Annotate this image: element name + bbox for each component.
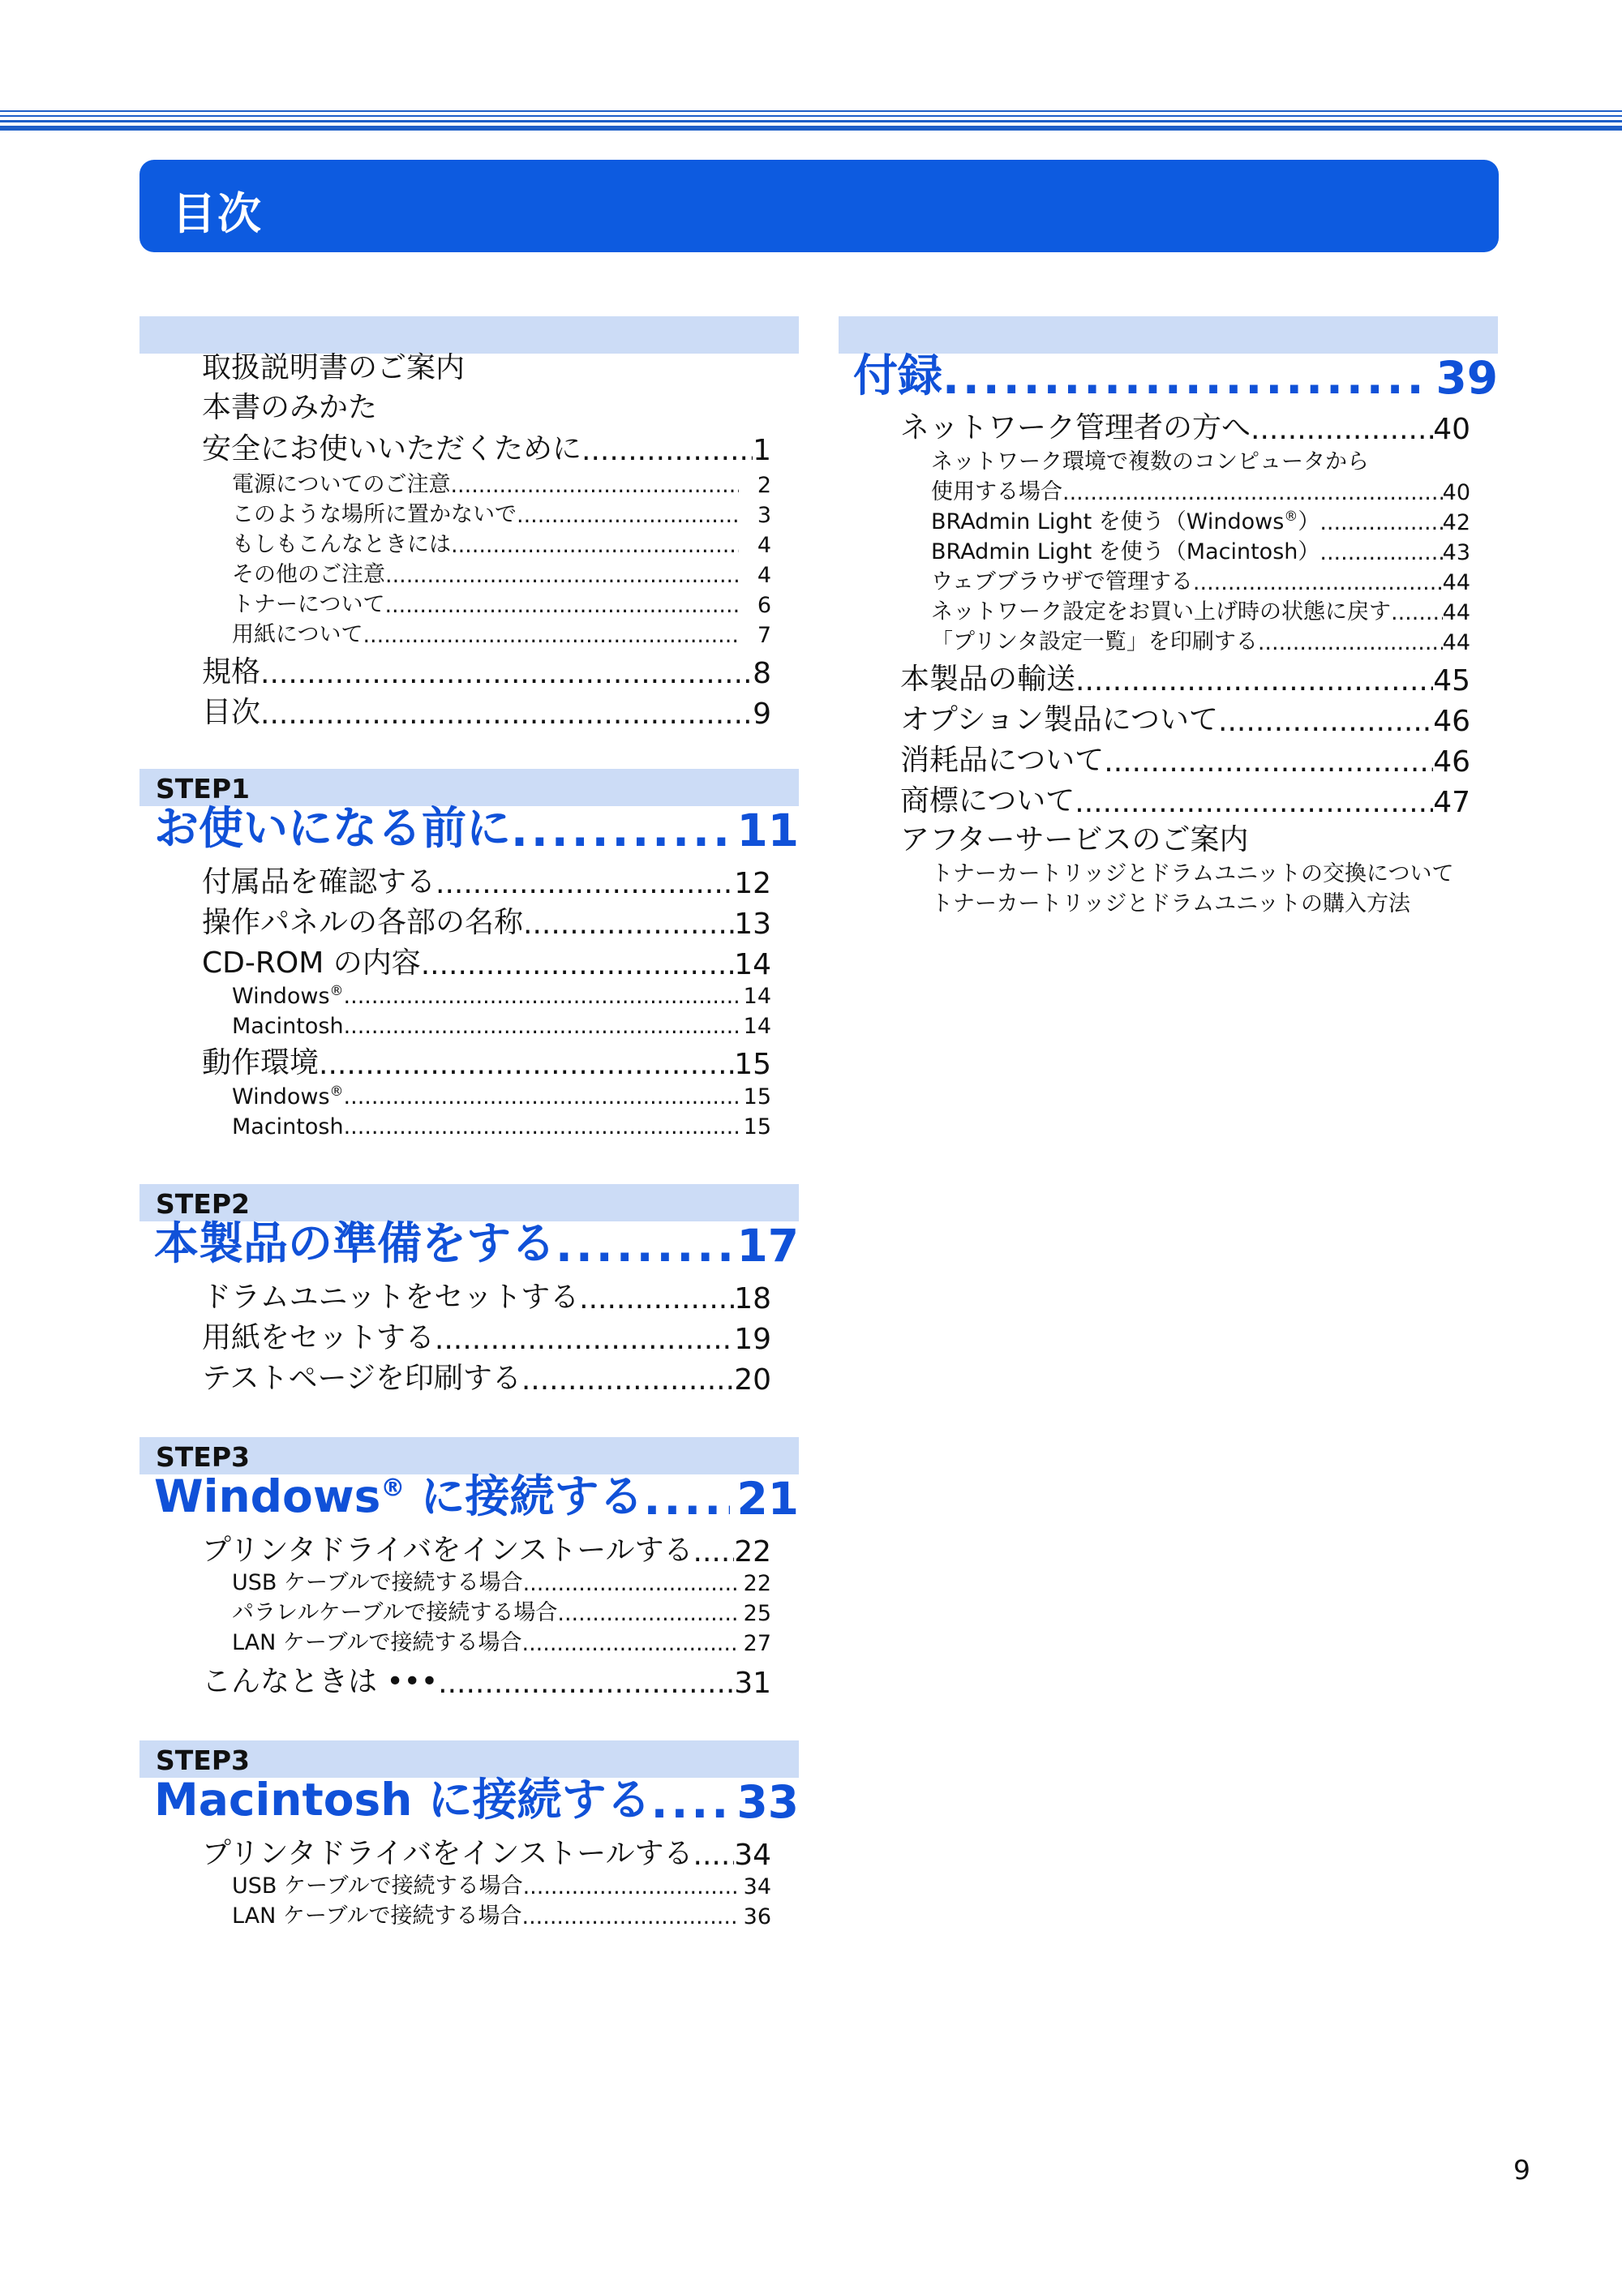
- toc-entry[interactable]: テストページを印刷する ..... 20: [202, 1359, 771, 1397]
- toc-subentry[interactable]: もしもこんなときには ..... 4: [232, 529, 771, 558]
- toc-entry[interactable]: 商標について ..... 47: [900, 782, 1470, 819]
- section-title[interactable]: Windows® に接続する ..... 21: [154, 1468, 799, 1525]
- toc-subentry[interactable]: LAN ケーブルで接続する場合 ..... 27: [232, 1627, 771, 1656]
- toc-entry[interactable]: 安全にお使いいただくために ..... 1: [202, 430, 771, 467]
- toc-entry[interactable]: アフターサービスのご案内: [900, 823, 1249, 856]
- page-title: 目次: [172, 188, 263, 239]
- toc-entry[interactable]: プリンタドライバをインストールする ..... 22: [202, 1531, 771, 1569]
- toc-subentry[interactable]: トナーについて ..... 6: [232, 589, 771, 618]
- toc-entry[interactable]: 本書のみかた: [202, 391, 378, 424]
- toc-subentry[interactable]: ウェブブラウザで管理する ..... 44: [931, 566, 1470, 595]
- toc-subentry[interactable]: LAN ケーブルで接続する場合 ..... 36: [232, 1900, 771, 1929]
- toc-entry[interactable]: CD-ROM の内容 ..... 14: [202, 944, 771, 981]
- toc-subentry[interactable]: BRAdmin Light を使う（Macintosh） ..... 43: [931, 536, 1470, 565]
- toc-entry[interactable]: 取扱説明書のご案内: [202, 351, 466, 384]
- toc-subentry[interactable]: Macintosh ..... 15: [232, 1110, 771, 1139]
- title-banner: [139, 160, 1499, 252]
- toc-subentry[interactable]: トナーカートリッジとドラムユニットの購入方法: [931, 891, 1411, 916]
- left-column: [139, 316, 799, 1938]
- toc-subentry[interactable]: その他のご注意 ..... 4: [232, 559, 771, 588]
- toc-entry[interactable]: オプション製品について ..... 46: [900, 701, 1470, 738]
- header-rules: [0, 110, 1622, 134]
- section-title[interactable]: 付録 ..... 39: [853, 347, 1498, 404]
- toc-entry[interactable]: 本製品の輸送 ..... 45: [900, 660, 1470, 697]
- toc-subentry[interactable]: Macintosh ..... 14: [232, 1010, 771, 1039]
- toc-entry[interactable]: プリンタドライバをインストールする ..... 34: [202, 1835, 771, 1872]
- toc-entry[interactable]: 規格 ..... 8: [202, 653, 771, 690]
- toc-subentry[interactable]: 用紙について ..... 7: [232, 619, 771, 648]
- toc-subentry[interactable]: トナーカートリッジとドラムユニットの交換について: [931, 861, 1454, 886]
- toc-entry[interactable]: 操作パネルの各部の名称 ..... 13: [202, 903, 771, 941]
- toc-entry[interactable]: こんなときは ••• ..... 31: [202, 1663, 771, 1700]
- toc-subentry[interactable]: Windows® ..... 14: [232, 980, 771, 1009]
- toc-entry[interactable]: 目次 ..... 9: [202, 693, 771, 731]
- toc-subentry[interactable]: ネットワーク設定をお買い上げ時の状態に戻す ..... 44: [931, 596, 1470, 625]
- toc-subentry[interactable]: BRAdmin Light を使う（Windows®） ..... 42: [931, 506, 1470, 535]
- toc-entry[interactable]: 動作環境 ..... 15: [202, 1044, 771, 1081]
- toc-subentry[interactable]: パラレルケーブルで接続する場合 ..... 25: [232, 1597, 771, 1626]
- step-label: STEP3: [156, 1745, 250, 1776]
- toc-subentry[interactable]: 電源についてのご注意 ..... 2: [232, 469, 771, 498]
- toc-subentry[interactable]: USB ケーブルで接続する場合 ..... 22: [232, 1567, 771, 1596]
- step-label: STEP1: [156, 773, 250, 805]
- section-title[interactable]: 本製品の準備をする ..... 17: [154, 1215, 799, 1272]
- step-label: STEP3: [156, 1441, 250, 1473]
- right-column: [839, 316, 1498, 1046]
- toc-entry[interactable]: ドラムユニットをセットする ..... 18: [202, 1278, 771, 1315]
- toc-subentry[interactable]: このような場所に置かないで ..... 3: [232, 499, 771, 528]
- toc-entry[interactable]: 消耗品について ..... 46: [900, 741, 1470, 779]
- toc-subentry[interactable]: 「プリンタ設定一覧」を印刷する ..... 44: [931, 626, 1470, 655]
- page-number: 9: [1513, 2154, 1530, 2186]
- step-label: STEP2: [156, 1188, 250, 1220]
- section-title[interactable]: お使いになる前に ..... 11: [154, 800, 799, 856]
- toc-entry[interactable]: 付属品を確認する ..... 12: [202, 863, 771, 900]
- toc-subentry[interactable]: Windows® ..... 15: [232, 1080, 771, 1109]
- toc-entry[interactable]: 用紙をセットする ..... 19: [202, 1319, 771, 1356]
- toc-entry[interactable]: ネットワーク管理者の方へ ..... 40: [900, 409, 1470, 446]
- toc-subentry[interactable]: ネットワーク環境で複数のコンピュータから: [931, 449, 1369, 474]
- toc-subentry[interactable]: 使用する場合 ..... 40: [931, 476, 1470, 505]
- toc-subentry[interactable]: USB ケーブルで接続する場合 ..... 34: [232, 1870, 771, 1899]
- section-title[interactable]: Macintosh に接続する ..... 33: [154, 1771, 799, 1828]
